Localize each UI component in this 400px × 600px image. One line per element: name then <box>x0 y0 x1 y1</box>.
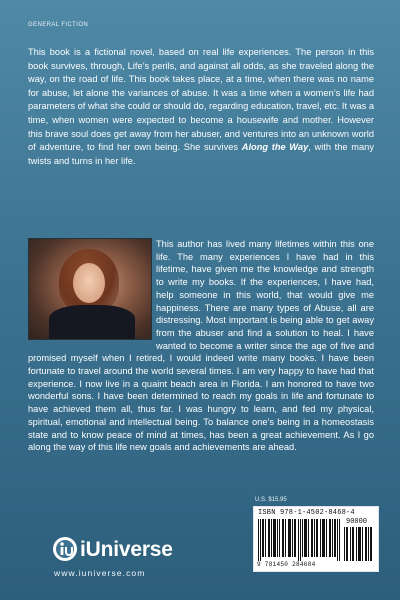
barcode-digits: 9 781450 284684 <box>257 561 316 568</box>
author-photo <box>28 238 152 340</box>
addon-code: 90000 <box>346 518 368 526</box>
iuniverse-logo-icon <box>52 536 78 562</box>
book-title-inline: Along the Way <box>241 142 309 153</box>
blurb-text-end: , with the many twists and turns in her life. <box>28 142 374 166</box>
price-label: U.S. $15.95 <box>255 497 287 503</box>
photo-body <box>49 305 135 339</box>
publisher-logo <box>52 532 212 582</box>
barcode-bars <box>258 519 340 561</box>
barcode <box>253 506 379 572</box>
publisher-url: www.iuniverse.com <box>54 568 146 578</box>
blurb-text: This book is a fictional novel, based on real life experiences. The person in this book survives, through, Life’s perils, and against all odds, as she traveled along the way, on the road of life. This book takes place, at a time, when there was no name for abuse, let alone the variances of abuse. It was a time when a women’s life had parameters of what she could or should do, regarding education, travel, etc. It was a time, when women were expected to become a housewife and mother. However this brave soul does get away from her abuser, and ventures into an unknown world of adventure, to find her own being. She survives <box>28 47 374 153</box>
photo-face <box>73 263 105 303</box>
book-blurb <box>28 46 374 168</box>
isbn-label: ISBN 978-1-4502-8468-4 <box>258 509 355 517</box>
genre-label: GENERAL FICTION <box>28 22 89 28</box>
publisher-name: iUniverse <box>80 538 173 561</box>
bio-text: This author has lived many lifetimes within this one life. The many experiences I have had in this lifetime, have given me the knowledge and strength to write my books. If the experiences, I have had, help someone in this world, that would give me happiness. There are many types of Abuse, all are distressing. Most important is being able to get away from the abuser and find a solution to heal. I have wanted to become a writer since the age of five and promised myself when I retired, I would indeed write many books. I have been fortunate to travel around the world several times. I am very happy to have had that experience. I now live in a quaint beach area in Florida. I am honored to have two wonderful sons. I have been determined to reach my goals in life and fortunate to have achieved them all, thus far. I was hungry to learn, and fed my physical, spiritual, emotional and intellectual being. To balance one’s being in a homeostasis state and to know peace of mind at times, has been a great achievement. As I go along the way of this life new goals and achievements are ahead. <box>28 239 374 453</box>
addon-bars <box>344 527 374 561</box>
